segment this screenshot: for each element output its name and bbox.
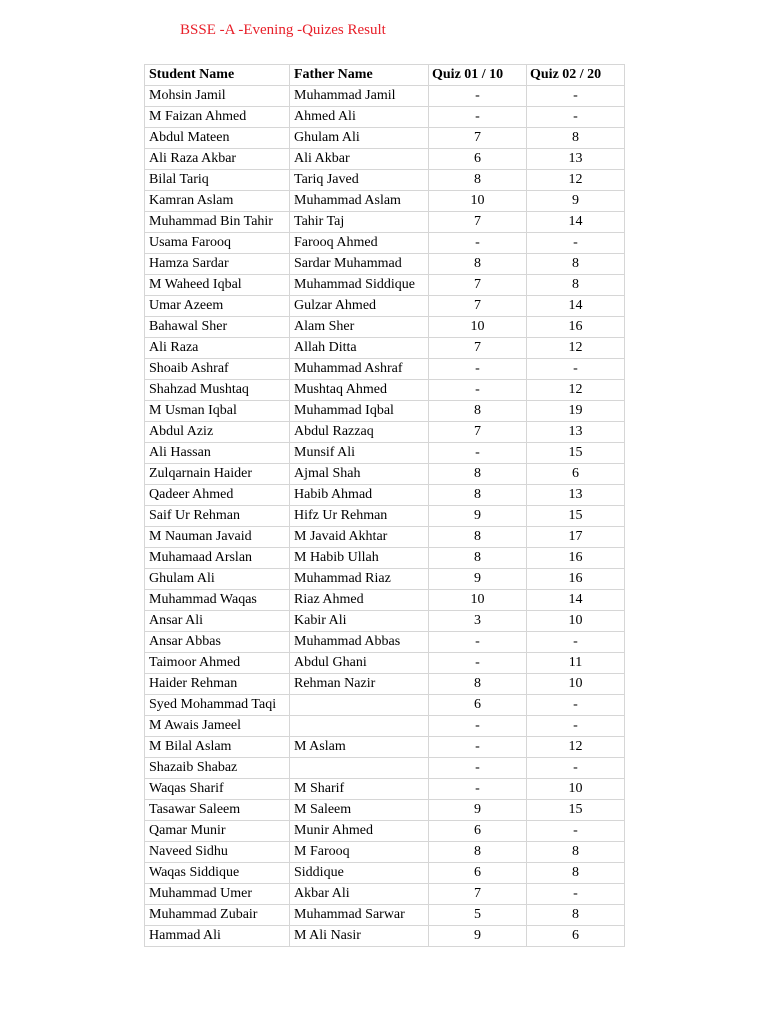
student-name-cell: Qamar Munir <box>145 821 290 842</box>
quiz-01-cell: 9 <box>429 800 527 821</box>
quiz-01-cell: 8 <box>429 842 527 863</box>
table-body <box>145 86 625 947</box>
quiz-01-cell: - <box>429 632 527 653</box>
student-name-cell: Umar Azeem <box>145 296 290 317</box>
student-name-cell: Shoaib Ashraf <box>145 359 290 380</box>
father-name-cell: Muhammad Jamil <box>290 86 429 107</box>
table-row <box>145 464 625 485</box>
father-name-cell: M Farooq <box>290 842 429 863</box>
quiz-01-cell: 10 <box>429 191 527 212</box>
quiz-02-cell: 16 <box>527 317 625 338</box>
father-name-cell: Akbar Ali <box>290 884 429 905</box>
table-row <box>145 170 625 191</box>
table-row <box>145 590 625 611</box>
father-name-cell: Tahir Taj <box>290 212 429 233</box>
father-name-cell: Ghulam Ali <box>290 128 429 149</box>
table-row <box>145 569 625 590</box>
father-name-cell: Muhammad Abbas <box>290 632 429 653</box>
student-name-cell: M Awais Jameel <box>145 716 290 737</box>
quiz-02-cell: 6 <box>527 464 625 485</box>
student-name-cell: Ali Raza Akbar <box>145 149 290 170</box>
father-name-cell: Tariq Javed <box>290 170 429 191</box>
student-name-cell: M Faizan Ahmed <box>145 107 290 128</box>
father-name-cell: M Javaid Akhtar <box>290 527 429 548</box>
student-name-cell: Ansar Abbas <box>145 632 290 653</box>
quiz-01-cell: - <box>429 233 527 254</box>
quiz-01-cell: 6 <box>429 149 527 170</box>
table-row <box>145 863 625 884</box>
table-row <box>145 380 625 401</box>
quiz-01-cell: 8 <box>429 548 527 569</box>
father-name-cell: Allah Ditta <box>290 338 429 359</box>
student-name-cell: Mohsin Jamil <box>145 86 290 107</box>
quiz-02-cell: 8 <box>527 842 625 863</box>
table-row <box>145 107 625 128</box>
table-row <box>145 653 625 674</box>
student-name-cell: Haider Rehman <box>145 674 290 695</box>
quiz-02-cell: 16 <box>527 548 625 569</box>
father-name-cell: Abdul Ghani <box>290 653 429 674</box>
quiz-02-cell: - <box>527 233 625 254</box>
table-row <box>145 296 625 317</box>
table-row <box>145 842 625 863</box>
student-name-cell: Waqas Siddique <box>145 863 290 884</box>
header-quiz-01: Quiz 01 / 10 <box>429 65 527 86</box>
student-name-cell: Hammad Ali <box>145 926 290 947</box>
father-name-cell: Munsif Ali <box>290 443 429 464</box>
table-row <box>145 191 625 212</box>
quiz-02-cell: 13 <box>527 485 625 506</box>
quiz-01-cell: - <box>429 443 527 464</box>
quiz-01-cell: 7 <box>429 884 527 905</box>
quiz-01-cell: - <box>429 779 527 800</box>
student-name-cell: Abdul Mateen <box>145 128 290 149</box>
quiz-02-cell: 8 <box>527 863 625 884</box>
quiz-02-cell: 19 <box>527 401 625 422</box>
quiz-02-cell: 10 <box>527 611 625 632</box>
student-name-cell: Ghulam Ali <box>145 569 290 590</box>
quiz-01-cell: - <box>429 653 527 674</box>
student-name-cell: Muhammad Zubair <box>145 905 290 926</box>
quiz-01-cell: 3 <box>429 611 527 632</box>
quiz-01-cell: - <box>429 758 527 779</box>
student-name-cell: Taimoor Ahmed <box>145 653 290 674</box>
table-row <box>145 359 625 380</box>
student-name-cell: Zulqarnain Haider <box>145 464 290 485</box>
table-row <box>145 632 625 653</box>
father-name-cell: M Aslam <box>290 737 429 758</box>
table-row <box>145 401 625 422</box>
quiz-02-cell: 16 <box>527 569 625 590</box>
table-row <box>145 275 625 296</box>
quiz-01-cell: 6 <box>429 695 527 716</box>
father-name-cell: Ali Akbar <box>290 149 429 170</box>
student-name-cell: M Nauman Javaid <box>145 527 290 548</box>
father-name-cell: Farooq Ahmed <box>290 233 429 254</box>
table-row <box>145 317 625 338</box>
father-name-cell: M Sharif <box>290 779 429 800</box>
quiz-02-cell: - <box>527 107 625 128</box>
quiz-01-cell: 7 <box>429 422 527 443</box>
student-name-cell: Hamza Sardar <box>145 254 290 275</box>
quiz-01-cell: 8 <box>429 464 527 485</box>
father-name-cell: Abdul Razzaq <box>290 422 429 443</box>
quiz-02-cell: 15 <box>527 506 625 527</box>
father-name-cell: Gulzar Ahmed <box>290 296 429 317</box>
table-row <box>145 86 625 107</box>
father-name-cell: Hifz Ur Rehman <box>290 506 429 527</box>
quiz-01-cell: - <box>429 107 527 128</box>
quiz-02-cell: 14 <box>527 212 625 233</box>
header-student-name: Student Name <box>145 65 290 86</box>
student-name-cell: M Waheed Iqbal <box>145 275 290 296</box>
table-row <box>145 905 625 926</box>
quiz-02-cell: 15 <box>527 443 625 464</box>
quiz-02-cell: - <box>527 632 625 653</box>
student-name-cell: Bahawal Sher <box>145 317 290 338</box>
father-name-cell: M Habib Ullah <box>290 548 429 569</box>
father-name-cell: Muhammad Aslam <box>290 191 429 212</box>
table-row <box>145 926 625 947</box>
father-name-cell: Munir Ahmed <box>290 821 429 842</box>
quiz-01-cell: - <box>429 86 527 107</box>
student-name-cell: Ali Raza <box>145 338 290 359</box>
father-name-cell <box>290 716 429 737</box>
student-name-cell: Waqas Sharif <box>145 779 290 800</box>
quiz-01-cell: - <box>429 737 527 758</box>
table-row <box>145 338 625 359</box>
quiz-02-cell: 12 <box>527 338 625 359</box>
quiz-02-cell: 6 <box>527 926 625 947</box>
quiz-01-cell: - <box>429 716 527 737</box>
student-name-cell: Muhammad Waqas <box>145 590 290 611</box>
father-name-cell: Rehman Nazir <box>290 674 429 695</box>
student-name-cell: Tasawar Saleem <box>145 800 290 821</box>
father-name-cell: Sardar Muhammad <box>290 254 429 275</box>
father-name-cell <box>290 758 429 779</box>
table-row <box>145 779 625 800</box>
document-title: BSSE -A -Evening -Quizes Result <box>180 22 386 38</box>
quiz-02-cell: 17 <box>527 527 625 548</box>
quiz-02-cell: 8 <box>527 905 625 926</box>
quiz-02-cell: 11 <box>527 653 625 674</box>
quiz-02-cell: 8 <box>527 254 625 275</box>
quiz-01-cell: 9 <box>429 926 527 947</box>
student-name-cell: Ansar Ali <box>145 611 290 632</box>
quiz-01-cell: 5 <box>429 905 527 926</box>
quiz-02-cell: - <box>527 758 625 779</box>
header-father-name: Father Name <box>290 65 429 86</box>
quiz-02-cell: - <box>527 359 625 380</box>
student-name-cell: Shahzad Mushtaq <box>145 380 290 401</box>
father-name-cell: Ahmed Ali <box>290 107 429 128</box>
father-name-cell: Mushtaq Ahmed <box>290 380 429 401</box>
quiz-02-cell: 13 <box>527 149 625 170</box>
quiz-01-cell: 6 <box>429 821 527 842</box>
student-name-cell: Usama Farooq <box>145 233 290 254</box>
quiz-02-cell: - <box>527 695 625 716</box>
table-row <box>145 485 625 506</box>
table-header-row <box>145 65 625 86</box>
table-row <box>145 821 625 842</box>
table-row <box>145 674 625 695</box>
father-name-cell: Muhammad Iqbal <box>290 401 429 422</box>
table-row <box>145 254 625 275</box>
quiz-02-cell: 8 <box>527 128 625 149</box>
quiz-results-table <box>144 64 625 947</box>
table-row <box>145 884 625 905</box>
table-row <box>145 758 625 779</box>
table-row <box>145 611 625 632</box>
table-row <box>145 422 625 443</box>
quiz-02-cell: 12 <box>527 170 625 191</box>
quiz-02-cell: 12 <box>527 737 625 758</box>
quiz-01-cell: 8 <box>429 254 527 275</box>
table-row <box>145 548 625 569</box>
father-name-cell: Alam Sher <box>290 317 429 338</box>
father-name-cell: M Ali Nasir <box>290 926 429 947</box>
quiz-01-cell: 7 <box>429 128 527 149</box>
quiz-02-cell: 15 <box>527 800 625 821</box>
student-name-cell: Shazaib Shabaz <box>145 758 290 779</box>
father-name-cell: Ajmal Shah <box>290 464 429 485</box>
quiz-01-cell: - <box>429 359 527 380</box>
quiz-01-cell: 9 <box>429 506 527 527</box>
quiz-01-cell: 8 <box>429 674 527 695</box>
table-row <box>145 716 625 737</box>
quiz-01-cell: 7 <box>429 212 527 233</box>
table-row <box>145 527 625 548</box>
table-row <box>145 800 625 821</box>
student-name-cell: M Bilal Aslam <box>145 737 290 758</box>
quiz-01-cell: 6 <box>429 863 527 884</box>
table-row <box>145 128 625 149</box>
student-name-cell: Muhammad Bin Tahir <box>145 212 290 233</box>
quiz-01-cell: 8 <box>429 401 527 422</box>
quiz-01-cell: 8 <box>429 485 527 506</box>
father-name-cell <box>290 695 429 716</box>
quiz-02-cell: 14 <box>527 296 625 317</box>
quiz-02-cell: 13 <box>527 422 625 443</box>
table-row <box>145 443 625 464</box>
student-name-cell: Bilal Tariq <box>145 170 290 191</box>
quiz-01-cell: 8 <box>429 170 527 191</box>
table-row <box>145 149 625 170</box>
quiz-02-cell: 8 <box>527 275 625 296</box>
quiz-02-cell: 10 <box>527 779 625 800</box>
table-row <box>145 212 625 233</box>
table-row <box>145 506 625 527</box>
quiz-02-cell: 10 <box>527 674 625 695</box>
table-row <box>145 695 625 716</box>
quiz-02-cell: 12 <box>527 380 625 401</box>
quiz-02-cell: - <box>527 86 625 107</box>
student-name-cell: Saif Ur Rehman <box>145 506 290 527</box>
table-row <box>145 233 625 254</box>
student-name-cell: Muhammad Umer <box>145 884 290 905</box>
father-name-cell: Muhammad Siddique <box>290 275 429 296</box>
student-name-cell: Qadeer Ahmed <box>145 485 290 506</box>
quiz-01-cell: 10 <box>429 590 527 611</box>
header-quiz-02: Quiz 02 / 20 <box>527 65 625 86</box>
quiz-02-cell: - <box>527 884 625 905</box>
father-name-cell: Muhammad Sarwar <box>290 905 429 926</box>
quiz-01-cell: - <box>429 380 527 401</box>
quiz-01-cell: 7 <box>429 296 527 317</box>
quiz-02-cell: - <box>527 821 625 842</box>
father-name-cell: Muhammad Ashraf <box>290 359 429 380</box>
father-name-cell: Habib Ahmad <box>290 485 429 506</box>
quiz-02-cell: - <box>527 716 625 737</box>
table-row <box>145 737 625 758</box>
father-name-cell: Riaz Ahmed <box>290 590 429 611</box>
quiz-02-cell: 14 <box>527 590 625 611</box>
student-name-cell: Abdul Aziz <box>145 422 290 443</box>
student-name-cell: Naveed Sidhu <box>145 842 290 863</box>
quiz-01-cell: 7 <box>429 275 527 296</box>
student-name-cell: Ali Hassan <box>145 443 290 464</box>
father-name-cell: Siddique <box>290 863 429 884</box>
father-name-cell: M Saleem <box>290 800 429 821</box>
quiz-01-cell: 8 <box>429 527 527 548</box>
father-name-cell: Kabir Ali <box>290 611 429 632</box>
quiz-02-cell: 9 <box>527 191 625 212</box>
quiz-01-cell: 9 <box>429 569 527 590</box>
quiz-01-cell: 7 <box>429 338 527 359</box>
student-name-cell: Muhamaad Arslan <box>145 548 290 569</box>
student-name-cell: Syed Mohammad Taqi <box>145 695 290 716</box>
student-name-cell: M Usman Iqbal <box>145 401 290 422</box>
father-name-cell: Muhammad Riaz <box>290 569 429 590</box>
quiz-01-cell: 10 <box>429 317 527 338</box>
student-name-cell: Kamran Aslam <box>145 191 290 212</box>
